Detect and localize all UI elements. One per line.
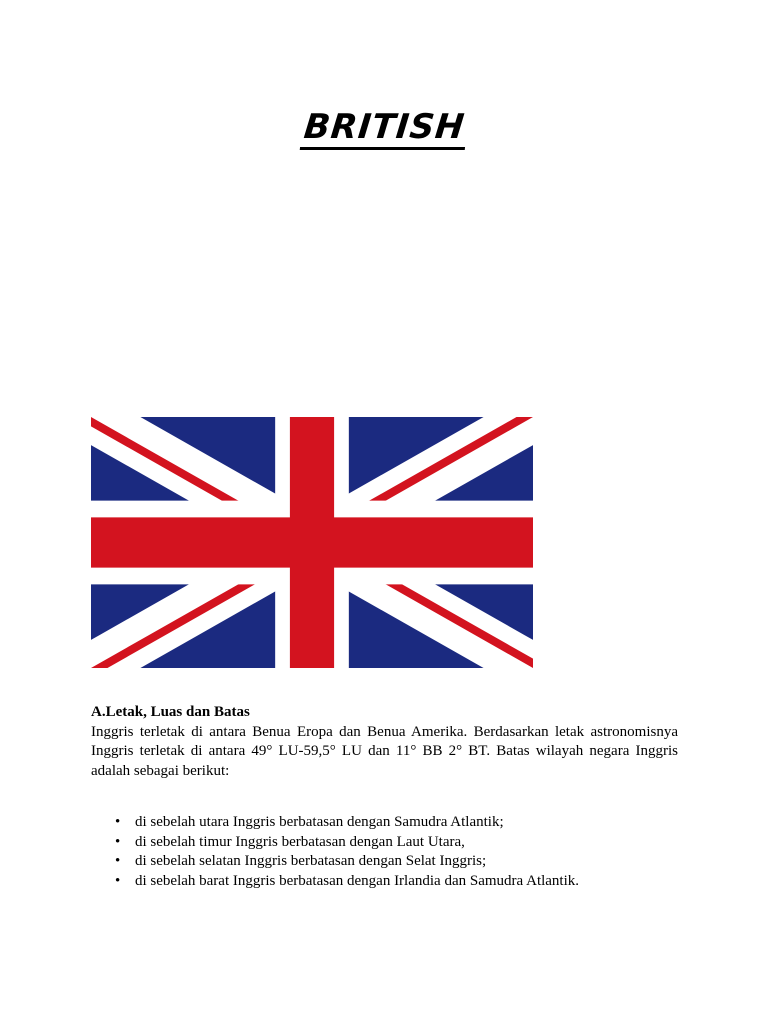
bullet-icon: •: [115, 853, 121, 869]
bullet-icon: •: [115, 814, 121, 830]
document-title-text: BRITISH: [299, 107, 468, 150]
section-heading: A.Letak, Luas dan Batas: [91, 704, 250, 720]
bullet-icon: •: [115, 833, 121, 850]
list-item-text: di sebelah utara Inggris berbatasan dengan Samudra Atlantik;: [135, 814, 504, 830]
border-list: [91, 813, 678, 891]
section-paragraph: Inggris terletak di antara Benua Eropa dan Benua Amerika. Berdasarkan letak astronomisnya Inggris terletak di antara 49° LU-59,5° LU dan 11° BB 2° BT. Batas wilayah negara Inggris adalah sebagai berikut:: [91, 723, 678, 779]
list-item-text: di sebelah barat Inggris berbatasan dengan Irlandia dan Samudra Atlantik.: [135, 872, 580, 889]
list-item-text: di sebelah selatan Inggris berbatasan dengan Selat Inggris;: [135, 853, 487, 869]
union-jack-flag: [91, 417, 533, 668]
document-title: [0, 104, 768, 150]
list-item: [91, 833, 678, 853]
list-item: [91, 852, 678, 872]
bullet-icon: •: [115, 872, 121, 889]
list-item-text: di sebelah timur Inggris berbatasan dengan Laut Utara,: [135, 833, 465, 850]
list-item: [91, 813, 678, 833]
section-location: [91, 703, 678, 891]
list-item: [91, 872, 678, 892]
